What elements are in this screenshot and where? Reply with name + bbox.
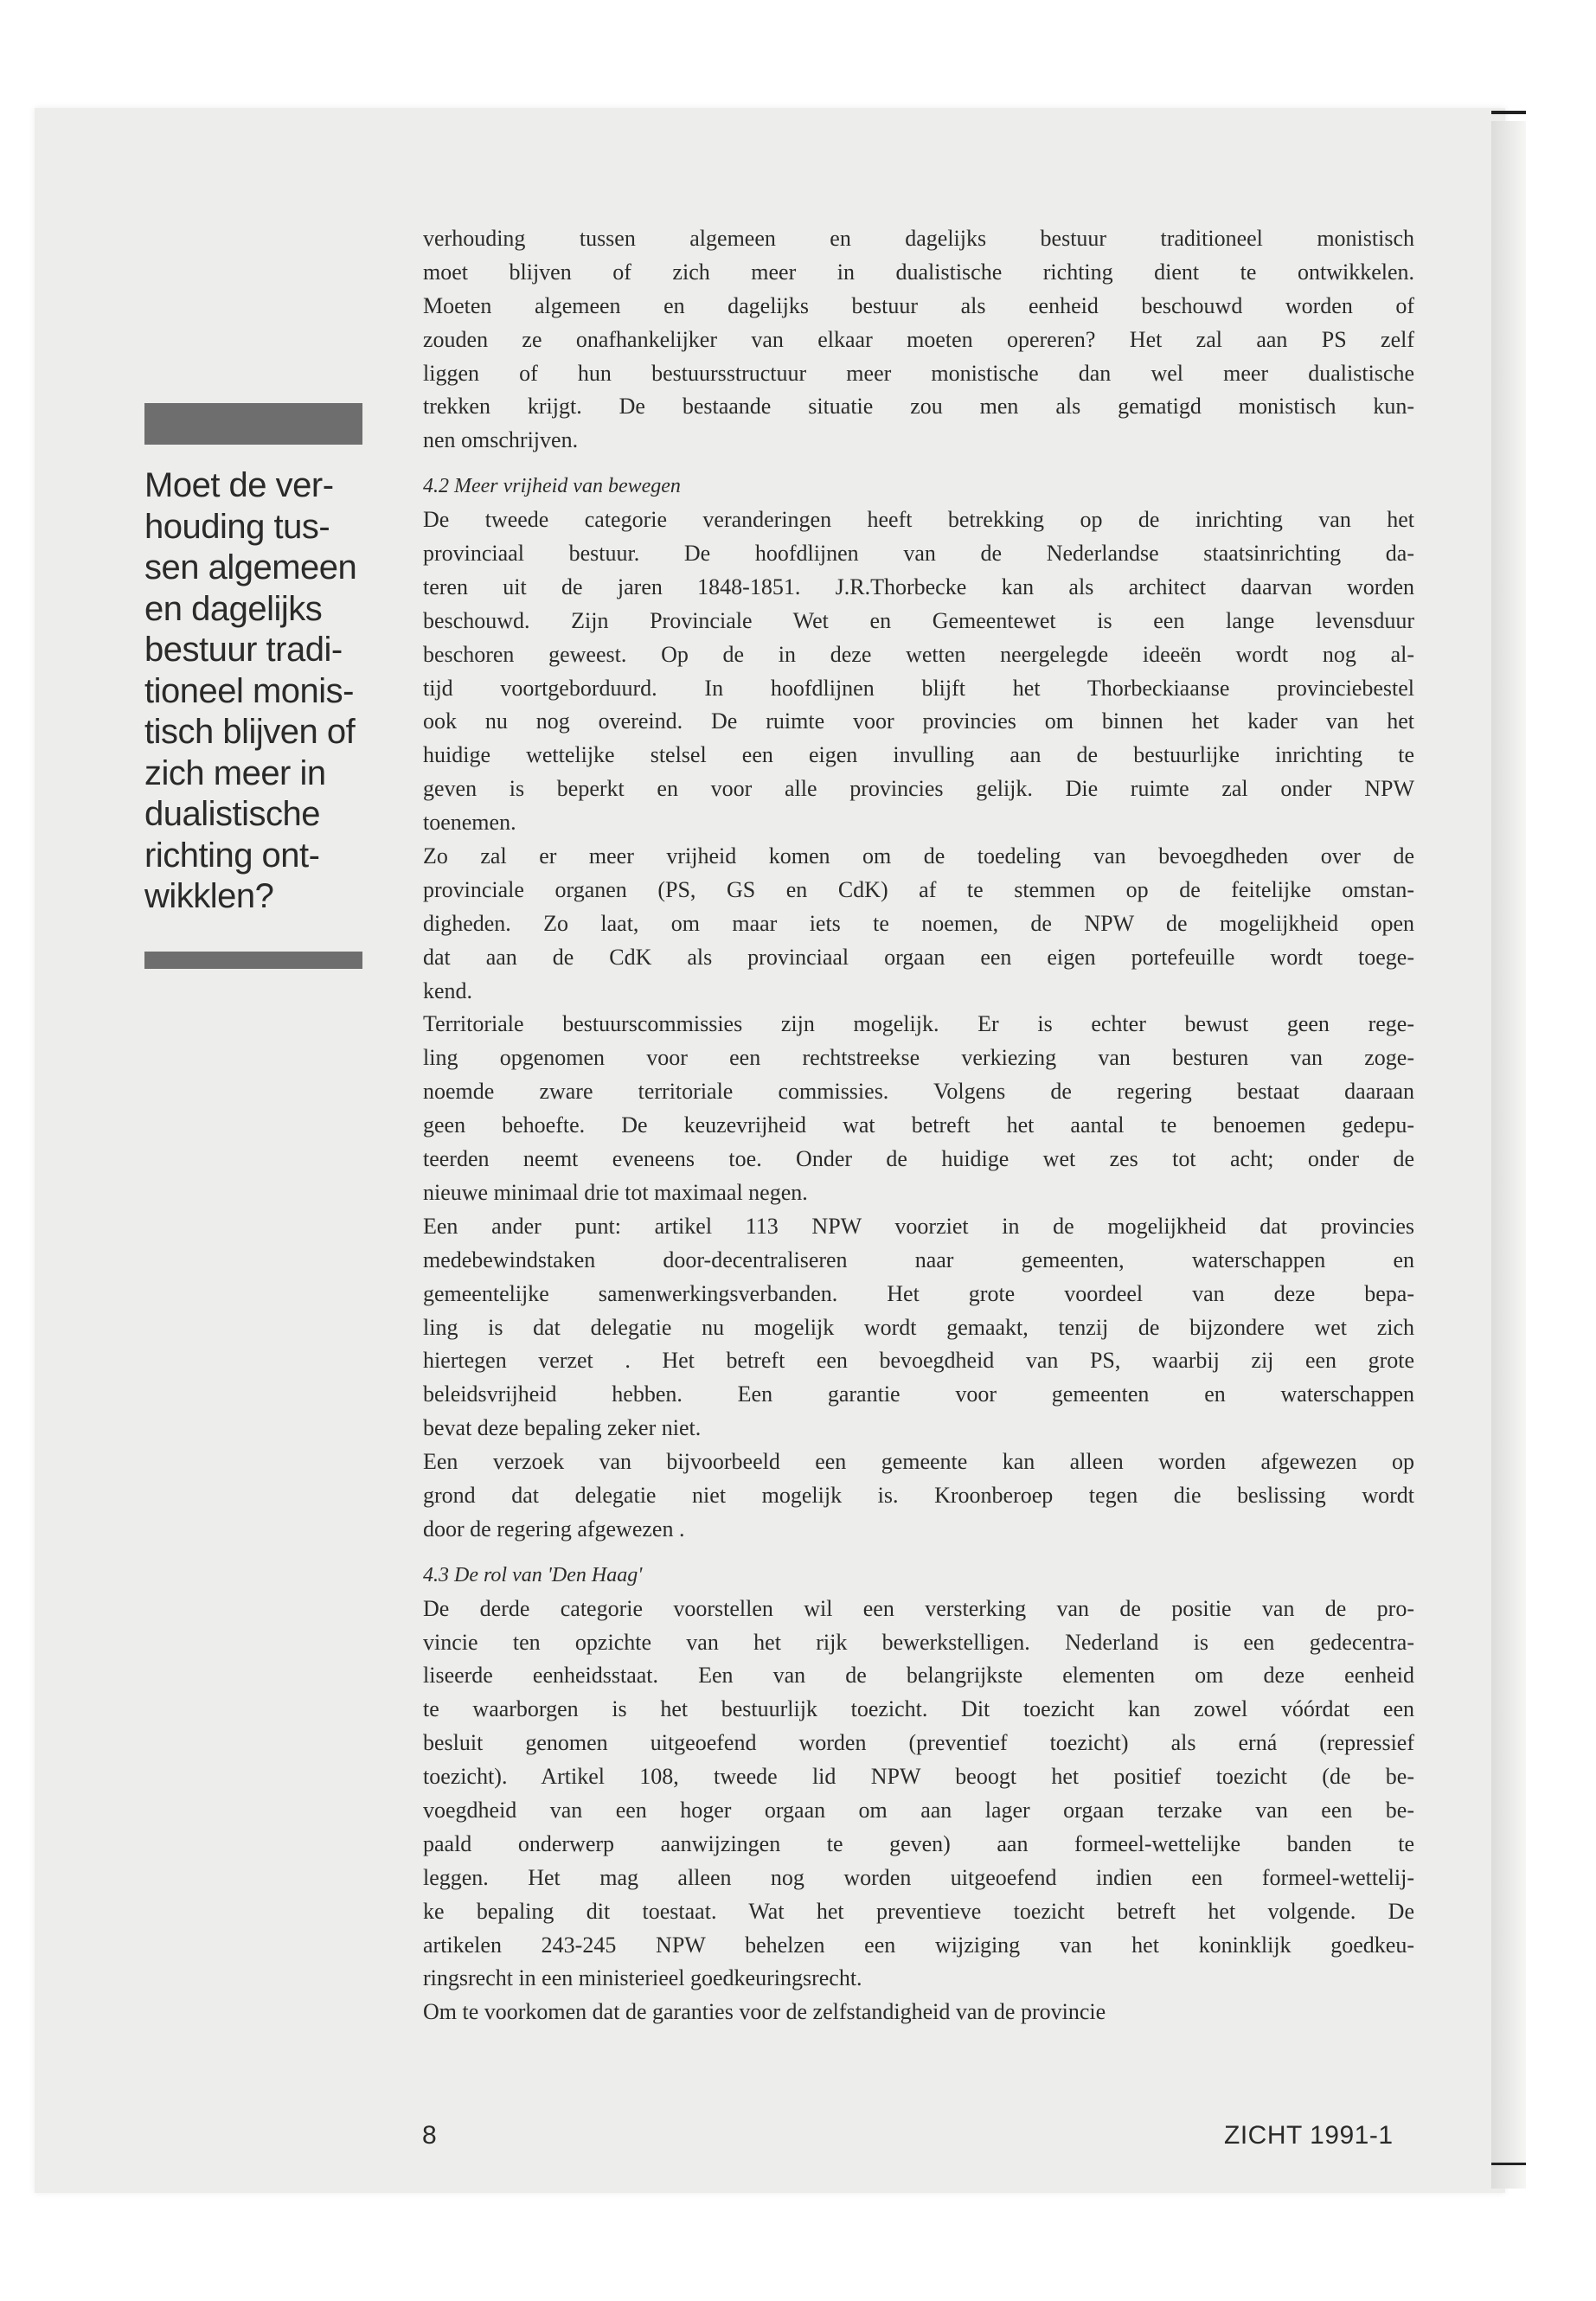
text-line: zouden ze onafhankelijker van elkaar moeten opereren? Het zal aan PS zelf	[423, 326, 1414, 352]
page-edge-top	[1491, 111, 1526, 114]
text-line: liggen of hun bestuursstructuur meer monistische dan wel meer dualistische	[423, 360, 1414, 386]
text-line: door de regering afgewezen .	[423, 1516, 685, 1541]
pull-quote-line: wikklen?	[144, 877, 274, 915]
text-line: ke bepaling dit toestaat. Wat het preventieve toezicht betreft het volgende. De	[423, 1898, 1414, 1924]
text-line: toenemen.	[423, 810, 516, 836]
intro-paragraph	[423, 222, 1414, 458]
text-line: ling opgenomen voor een rechtstreekse verkiezing van besturen van zoge-	[423, 1045, 1414, 1071]
page-number: 8	[422, 2121, 437, 2150]
pull-quote-line: Moet de ver-	[144, 466, 334, 504]
pull-quote-top-bar	[144, 403, 362, 445]
text-line: voegdheid van een hoger orgaan om aan lager orgaan terzake van een be-	[423, 1797, 1414, 1823]
text-line: digheden. Zo laat, om maar iets te noemen, de NPW de mogelijkheid open	[423, 910, 1414, 936]
text-line: grond dat delegatie niet mogelijk is. Kroonberoep tegen die beslissing wordt	[423, 1482, 1414, 1508]
text-line: moet blijven of zich meer in dualistische richting dient te ontwikkelen.	[423, 259, 1414, 285]
text-line: huidige wettelijke stelsel een eigen invulling aan de bestuurlijke inrichting te	[423, 742, 1414, 768]
journal-issue: ZICHT 1991-1	[1224, 2121, 1394, 2150]
pull-quote-line: sen algemeen	[144, 548, 357, 586]
text-line: ling is dat delegatie nu mogelijk wordt gemaakt, tenzij de bijzondere wet zich	[423, 1314, 1414, 1340]
page-edge-bottom	[1491, 2163, 1526, 2165]
text-line: beschouwd. Zijn Provinciale Wet en Gemeentewet is een lange levensduur	[423, 607, 1414, 633]
pull-quote-line: tisch blijven of	[144, 713, 356, 751]
text-line: nen omschrijven.	[423, 427, 579, 453]
text-line: medebewindstaken door-decentraliseren naar gemeenten, waterschappen en	[423, 1247, 1414, 1272]
section-heading-4-3: 4.3 De rol van 'Den Haag'	[423, 1563, 643, 1586]
section-heading-4-2: 4.2 Meer vrijheid van bewegen	[423, 475, 681, 498]
pull-quote-line: zich meer in	[144, 753, 326, 792]
text-line: te waarborgen is het bestuurlijk toezicht. Dit toezicht kan zowel vóórdat een	[423, 1696, 1414, 1722]
pull-quote-line: tioneel monis-	[144, 671, 355, 710]
pull-quote-bottom-bar	[144, 952, 362, 969]
text-line: Een verzoek van bijvoorbeeld een gemeente kan alleen worden afgewezen op	[423, 1449, 1414, 1475]
text-line: trekken krijgt. De bestaande situatie zou men als gematigd monistisch kun-	[423, 394, 1414, 420]
pull-quote-line: richting ont-	[144, 836, 320, 875]
text-line: geven is beperkt en voor alle provincies gelijk. Die ruimte zal onder NPW	[423, 776, 1414, 802]
text-line: artikelen 243-245 NPW behelzen een wijziging van het koninklijk goedkeu-	[423, 1932, 1414, 1958]
pull-quote-line: houding tus-	[144, 507, 330, 546]
pull-quote-line: dualistische	[144, 795, 321, 833]
text-line: Moeten algemeen en dagelijks bestuur als eenheid beschouwd worden of	[423, 292, 1414, 318]
book-spine	[1491, 121, 1526, 2189]
text-line: Een ander punt: artikel 113 NPW voorziet in de mogelijkheid dat provincies	[423, 1213, 1414, 1239]
text-line: Territoriale bestuurscommissies zijn mogelijk. Er is echter bewust geen rege-	[423, 1011, 1414, 1037]
text-line: kend.	[423, 977, 473, 1003]
text-line: besluit genomen uitgeoefend worden (preventief toezicht) als erná (repressief	[423, 1730, 1414, 1756]
text-line: geen behoefte. De keuzevrijheid wat betreft het aantal te benoemen gedepu-	[423, 1112, 1414, 1138]
text-line: leggen. Het mag alleen nog worden uitgeoefend indien een formeel-wettelij-	[423, 1864, 1414, 1890]
text-line: tijd voortgeborduurd. In hoofdlijnen blijft het Thorbeckiaanse provinciebestel	[423, 675, 1414, 701]
text-line: beleidsvrijheid hebben. Een garantie voor gemeenten en waterschappen	[423, 1381, 1414, 1407]
text-line: ringsrecht in een ministerieel goedkeuringsrecht.	[423, 1965, 862, 1991]
text-line: ook nu nog overeind. De ruimte voor provincies om binnen het kader van het	[423, 708, 1414, 734]
text-line: Om te voorkomen dat de garanties voor de zelfstandigheid van de provincie	[423, 1999, 1106, 2025]
section-4-2-text	[423, 503, 1414, 1547]
text-line: verhouding tussen algemeen en dagelijks bestuur traditioneel monistisch	[423, 226, 1414, 251]
text-line: paald onderwerp aanwijzingen te geven) aan formeel-wettelijke banden te	[423, 1830, 1414, 1856]
text-line: vincie ten opzichte van het rijk bewerkstelligen. Nederland is een gedecentra-	[423, 1629, 1414, 1655]
text-line: provinciaal bestuur. De hoofdlijnen van de Nederlandse staatsinrichting da-	[423, 541, 1414, 567]
text-line: teerden neemt eveneens toe. Onder de huidige wet zes tot acht; onder de	[423, 1146, 1414, 1172]
pull-quote-line: bestuur tradi-	[144, 631, 343, 669]
pull-quote-line: en dagelijks	[144, 589, 323, 628]
body-text	[423, 222, 1414, 2029]
text-line: nieuwe minimaal drie tot maximaal negen.	[423, 1179, 808, 1205]
text-line: dat aan de CdK als provinciaal orgaan een eigen portefeuille wordt toege-	[423, 944, 1414, 970]
text-line: toezicht). Artikel 108, tweede lid NPW beoogt het positief toezicht (de be-	[423, 1764, 1414, 1790]
text-line: Zo zal er meer vrijheid komen om de toedeling van bevoegdheden over de	[423, 843, 1414, 869]
text-line: De tweede categorie veranderingen heeft betrekking op de inrichting van het	[423, 507, 1414, 533]
text-line: liseerde eenheidsstaat. Een van de belangrijkste elementen om deze eenheid	[423, 1663, 1414, 1689]
text-line: bevat deze bepaling zeker niet.	[423, 1415, 702, 1441]
text-line: gemeentelijke samenwerkingsverbanden. Het grote voordeel van deze bepa-	[423, 1280, 1414, 1306]
section-4-3-text	[423, 1593, 1414, 2030]
text-line: provinciale organen (PS, GS en CdK) af te stemmen op de feitelijke omstan-	[423, 876, 1414, 902]
text-line: beschoren geweest. Op de in deze wetten neergelegde ideeën wordt nog al-	[423, 641, 1414, 667]
text-line: teren uit de jaren 1848-1851. J.R.Thorbecke kan als architect daarvan worden	[423, 574, 1414, 599]
text-line: hiertegen verzet . Het betreft een bevoegdheid van PS, waarbij zij een grote	[423, 1348, 1414, 1374]
pull-quote	[144, 465, 374, 918]
text-line: noemde zware territoriale commissies. Volgens de regering bestaat daaraan	[423, 1079, 1414, 1105]
text-line: De derde categorie voorstellen wil een versterking van de positie van de pro-	[423, 1595, 1414, 1621]
